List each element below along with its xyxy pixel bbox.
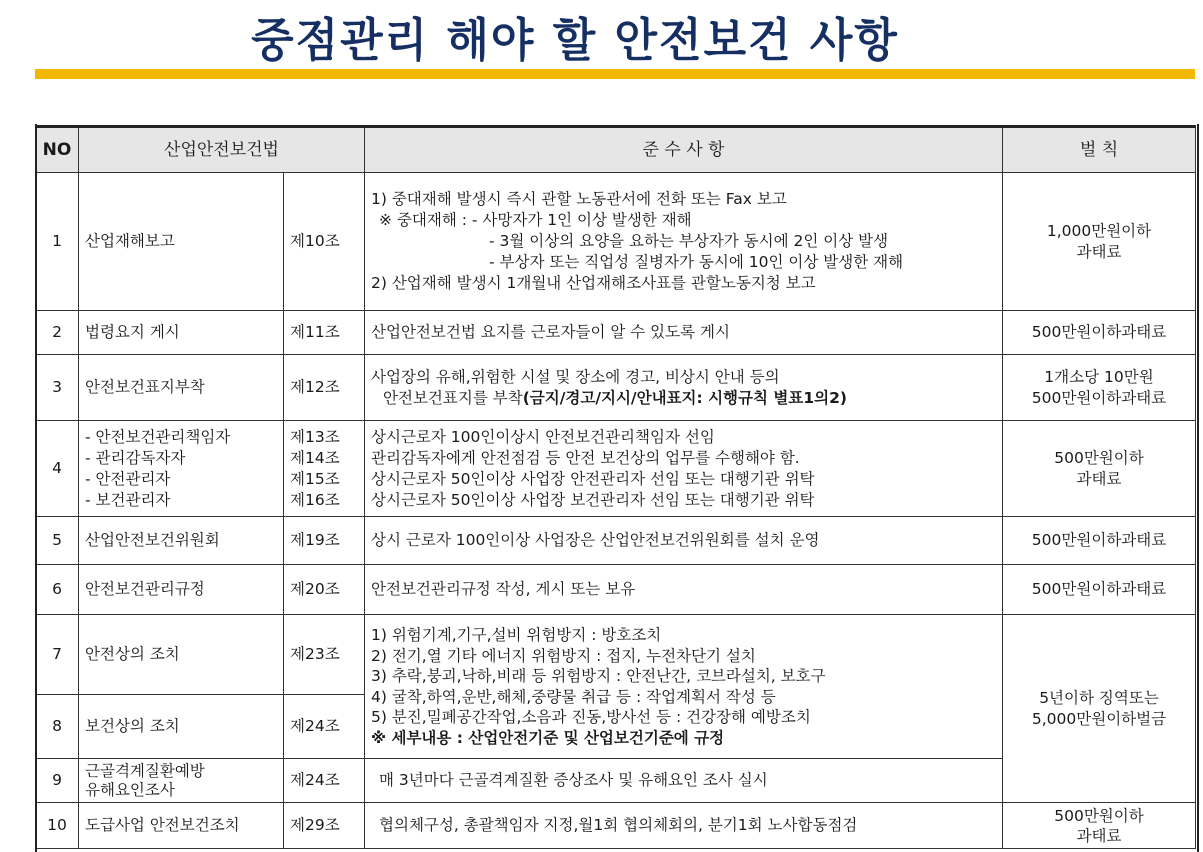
compliance-text: 매 3년마다 근골격계질환 증상조사 및 유해요인 조사 실시 [379,771,768,789]
row-article: 제24조 [284,759,365,803]
compliance-note: ※ 세부내용 : 산업안전기준 및 산업보건기준에 규정 [371,728,725,747]
penalty-line: 과태료 [1076,469,1122,488]
table-row [36,173,1196,311]
compliance-line [371,388,996,409]
law-line: - 안전관리자 [85,469,171,488]
penalty-line: 5,000만원이하벌금 [1031,709,1167,728]
row-penalty [1003,355,1196,421]
compliance-line: - 부상자 또는 직업성 질병자가 동시에 10인 이상 발생한 재해 [489,253,904,271]
row-compliance [365,173,1003,311]
row-article: 제29조 [284,803,365,849]
row-article [284,421,365,517]
compliance-line: 3) 추락,붕괴,낙하,비래 등 위험방지 : 안전난간, 코브라설치, 보호구 [371,667,826,685]
table-row [36,565,1196,615]
row-law: 산업재해보고 [79,173,284,311]
row-article: 제12조 [284,355,365,421]
row-law: 보건상의 조치 [79,695,284,759]
table-header-row [36,127,1196,173]
row-compliance [365,355,1003,421]
row-compliance [365,421,1003,517]
row-article: 제10조 [284,173,365,311]
compliance-line: 상시근로자 50인이상 사업장 안전관리자 선임 또는 대행기관 위탁 [371,469,815,488]
table-row [36,421,1196,517]
article-line: 제14조 [290,448,340,467]
row-article: 제23조 [284,615,365,695]
safety-table [35,125,1196,849]
row-article: 제11조 [284,311,365,355]
compliance-line: 관리감독자에게 안전점검 등 안전 보건상의 업무를 수행해야 함. [371,448,800,467]
row-law: 안전보건표지부착 [79,355,284,421]
row-law: 안전보건관리규정 [79,565,284,615]
row-penalty: 500만원이하과태료 [1003,565,1196,615]
compliance-line: - 3월 이상의 요양을 요하는 부상자가 동시에 2인 이상 발생 [489,232,889,250]
row-compliance: 상시 근로자 100인이상 사업장은 산업안전보건위원회를 설치 운영 [365,517,1003,565]
row-law [79,759,284,803]
compliance-line: 2) 산업재해 발생시 1개월내 산업재해조사표를 관할노동지청 보고 [371,274,816,292]
row-no: 5 [36,517,79,565]
law-line: - 관리감독자자 [85,448,186,467]
row-penalty [1003,803,1196,849]
row-law [79,421,284,517]
row-no: 6 [36,565,79,615]
header-penalty: 벌 칙 [1003,127,1196,173]
page-title: 중점관리 해야 할 안전보건 사항 [251,13,899,68]
penalty-line: 5년이하 징역또는 [1039,688,1159,707]
row-no: 4 [36,421,79,517]
law-line: - 안전보건관리책임자 [85,427,231,446]
compliance-line: ※ 중대재해 : - 사망자가 1인 이상 발생한 재해 [379,211,692,229]
law-line: 유해요인조사 [85,780,175,799]
law-line: - 보건관리자 [85,490,171,509]
penalty-line: 500만원이하 [1054,806,1144,825]
row-no: 10 [36,803,79,849]
row-penalty [1003,421,1196,517]
row-penalty-merged [1003,615,1196,803]
compliance-line: 1) 위험기계,기구,설비 위험방지 : 방호조치 [371,626,662,644]
compliance-line: 사업장의 유해,위험한 시설 및 장소에 경고, 비상시 안내 등의 [371,367,780,386]
row-compliance-merged [365,615,1003,759]
row-law: 법령요지 게시 [79,311,284,355]
compliance-line: 상시근로자 50인이상 사업장 보건관리자 선임 또는 대행기관 위탁 [371,490,815,509]
row-penalty: 500만원이하과태료 [1003,311,1196,355]
penalty-line: 1개소당 10만원 [1044,367,1154,386]
penalty-line: 1,000만원이하 [1046,221,1152,240]
compliance-line: 5) 분진,밀폐공간작업,소음과 진동,방사선 등 : 건강장해 예방조치 [371,708,811,726]
compliance-text: 협의체구성, 총괄책임자 지정,월1회 협의체회의, 분기1회 노사합동점검 [379,816,858,834]
penalty-line: 과태료 [1076,826,1122,845]
row-no: 1 [36,173,79,311]
table-row [36,615,1196,695]
title-underline [35,69,1195,79]
row-no: 2 [36,311,79,355]
row-compliance [365,759,1003,803]
table-row [36,355,1196,421]
row-no: 7 [36,615,79,695]
compliance-text: 안전보건표지를 부착 [383,388,523,407]
compliance-line: 2) 전기,열 기타 에너지 위험방지 : 접지, 누전차단기 설치 [371,646,756,665]
penalty-line: 500만원이하과태료 [1031,388,1167,407]
compliance-line: 4) 굴착,하역,운반,해체,중량물 취급 등 : 작업계획서 작성 등 [371,687,776,706]
article-line: 제15조 [290,469,340,488]
header-law: 산업안전보건법 [79,127,365,173]
law-line: 근골격계질환예방 [85,761,205,780]
row-law: 산업안전보건위원회 [79,517,284,565]
row-article: 제24조 [284,695,365,759]
article-line: 제13조 [290,427,340,446]
compliance-line: 상시근로자 100인이상시 안전보건관리책임자 선임 [371,427,715,446]
row-no: 8 [36,695,79,759]
table-row [36,803,1196,849]
header-compliance: 준 수 사 항 [365,127,1003,173]
article-line: 제16조 [290,490,340,509]
compliance-line: 1) 중대재해 발생시 즉시 관할 노동관서에 전화 또는 Fax 보고 [371,190,787,208]
table-row [36,517,1196,565]
row-no: 3 [36,355,79,421]
row-compliance: 안전보건관리규정 작성, 게시 또는 보유 [365,565,1003,615]
compliance-bold: (금지/경고/지시/안내표지: 시행규칙 별표1의2) [522,388,847,407]
row-law: 안전상의 조치 [79,615,284,695]
penalty-line: 500만원이하 [1054,448,1144,467]
row-law: 도급사업 안전보건조치 [79,803,284,849]
header-no: NO [36,127,79,173]
row-compliance [365,803,1003,849]
row-no: 9 [36,759,79,803]
row-penalty [1003,173,1196,311]
row-compliance: 산업안전보건법 요지를 근로자들이 알 수 있도록 게시 [365,311,1003,355]
row-article: 제19조 [284,517,365,565]
table-row [36,311,1196,355]
row-article: 제20조 [284,565,365,615]
penalty-line: 과태료 [1076,242,1122,261]
row-penalty: 500만원이하과태료 [1003,517,1196,565]
